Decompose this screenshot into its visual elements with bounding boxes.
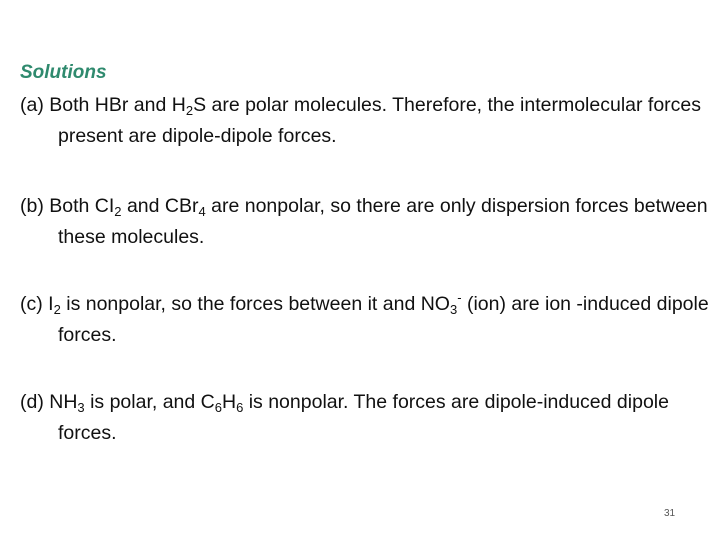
- solution-c-text-1: (c) I: [20, 293, 54, 315]
- solutions-heading: Solutions: [20, 62, 107, 83]
- solution-a-text-1: (a) Both HBr and H: [20, 94, 186, 116]
- solution-d-subscript-2: 6: [214, 400, 222, 415]
- solution-b-subscript-1: 2: [114, 204, 122, 219]
- solution-d-paragraph: [20, 387, 710, 449]
- solution-c-text-2: is nonpolar, so the forces between it and NO: [60, 293, 450, 315]
- solution-c-text-3: (ion) are ion -induced dipole forces.: [58, 293, 709, 346]
- solution-c-subscript-2: 3: [449, 302, 458, 317]
- solution-b-subscript-2: 4: [198, 204, 206, 219]
- solution-a-text-2: S are polar molecules. Therefore, the intermolecular forces present are dipole-dipole forces.: [58, 94, 702, 147]
- solution-d-subscript-1: 3: [77, 400, 85, 415]
- solution-d-text-2: is polar, and C: [84, 391, 215, 413]
- solution-d-text-3: H: [221, 391, 237, 413]
- solution-d-text-1: (d) NH: [20, 391, 78, 413]
- solution-d-text-4: is nonpolar. The forces are dipole-induced dipole forces.: [58, 391, 669, 444]
- solution-a-subscript-1: 2: [185, 103, 194, 118]
- solution-c-subscript-1: 2: [53, 302, 61, 317]
- solution-c-superscript-1: -: [457, 290, 462, 305]
- solution-b-text-3: are nonpolar, so there are only dispersion forces between these molecules.: [58, 195, 708, 248]
- solution-b-paragraph: [20, 191, 710, 253]
- solution-b-text-2: and CBr: [121, 195, 199, 217]
- solution-b-text-1: (b) Both CI: [20, 195, 115, 217]
- solution-d-subscript-3: 6: [236, 400, 244, 415]
- solution-c-paragraph: [20, 289, 710, 351]
- page-number: 31: [664, 508, 676, 519]
- solution-a-paragraph: [20, 90, 710, 152]
